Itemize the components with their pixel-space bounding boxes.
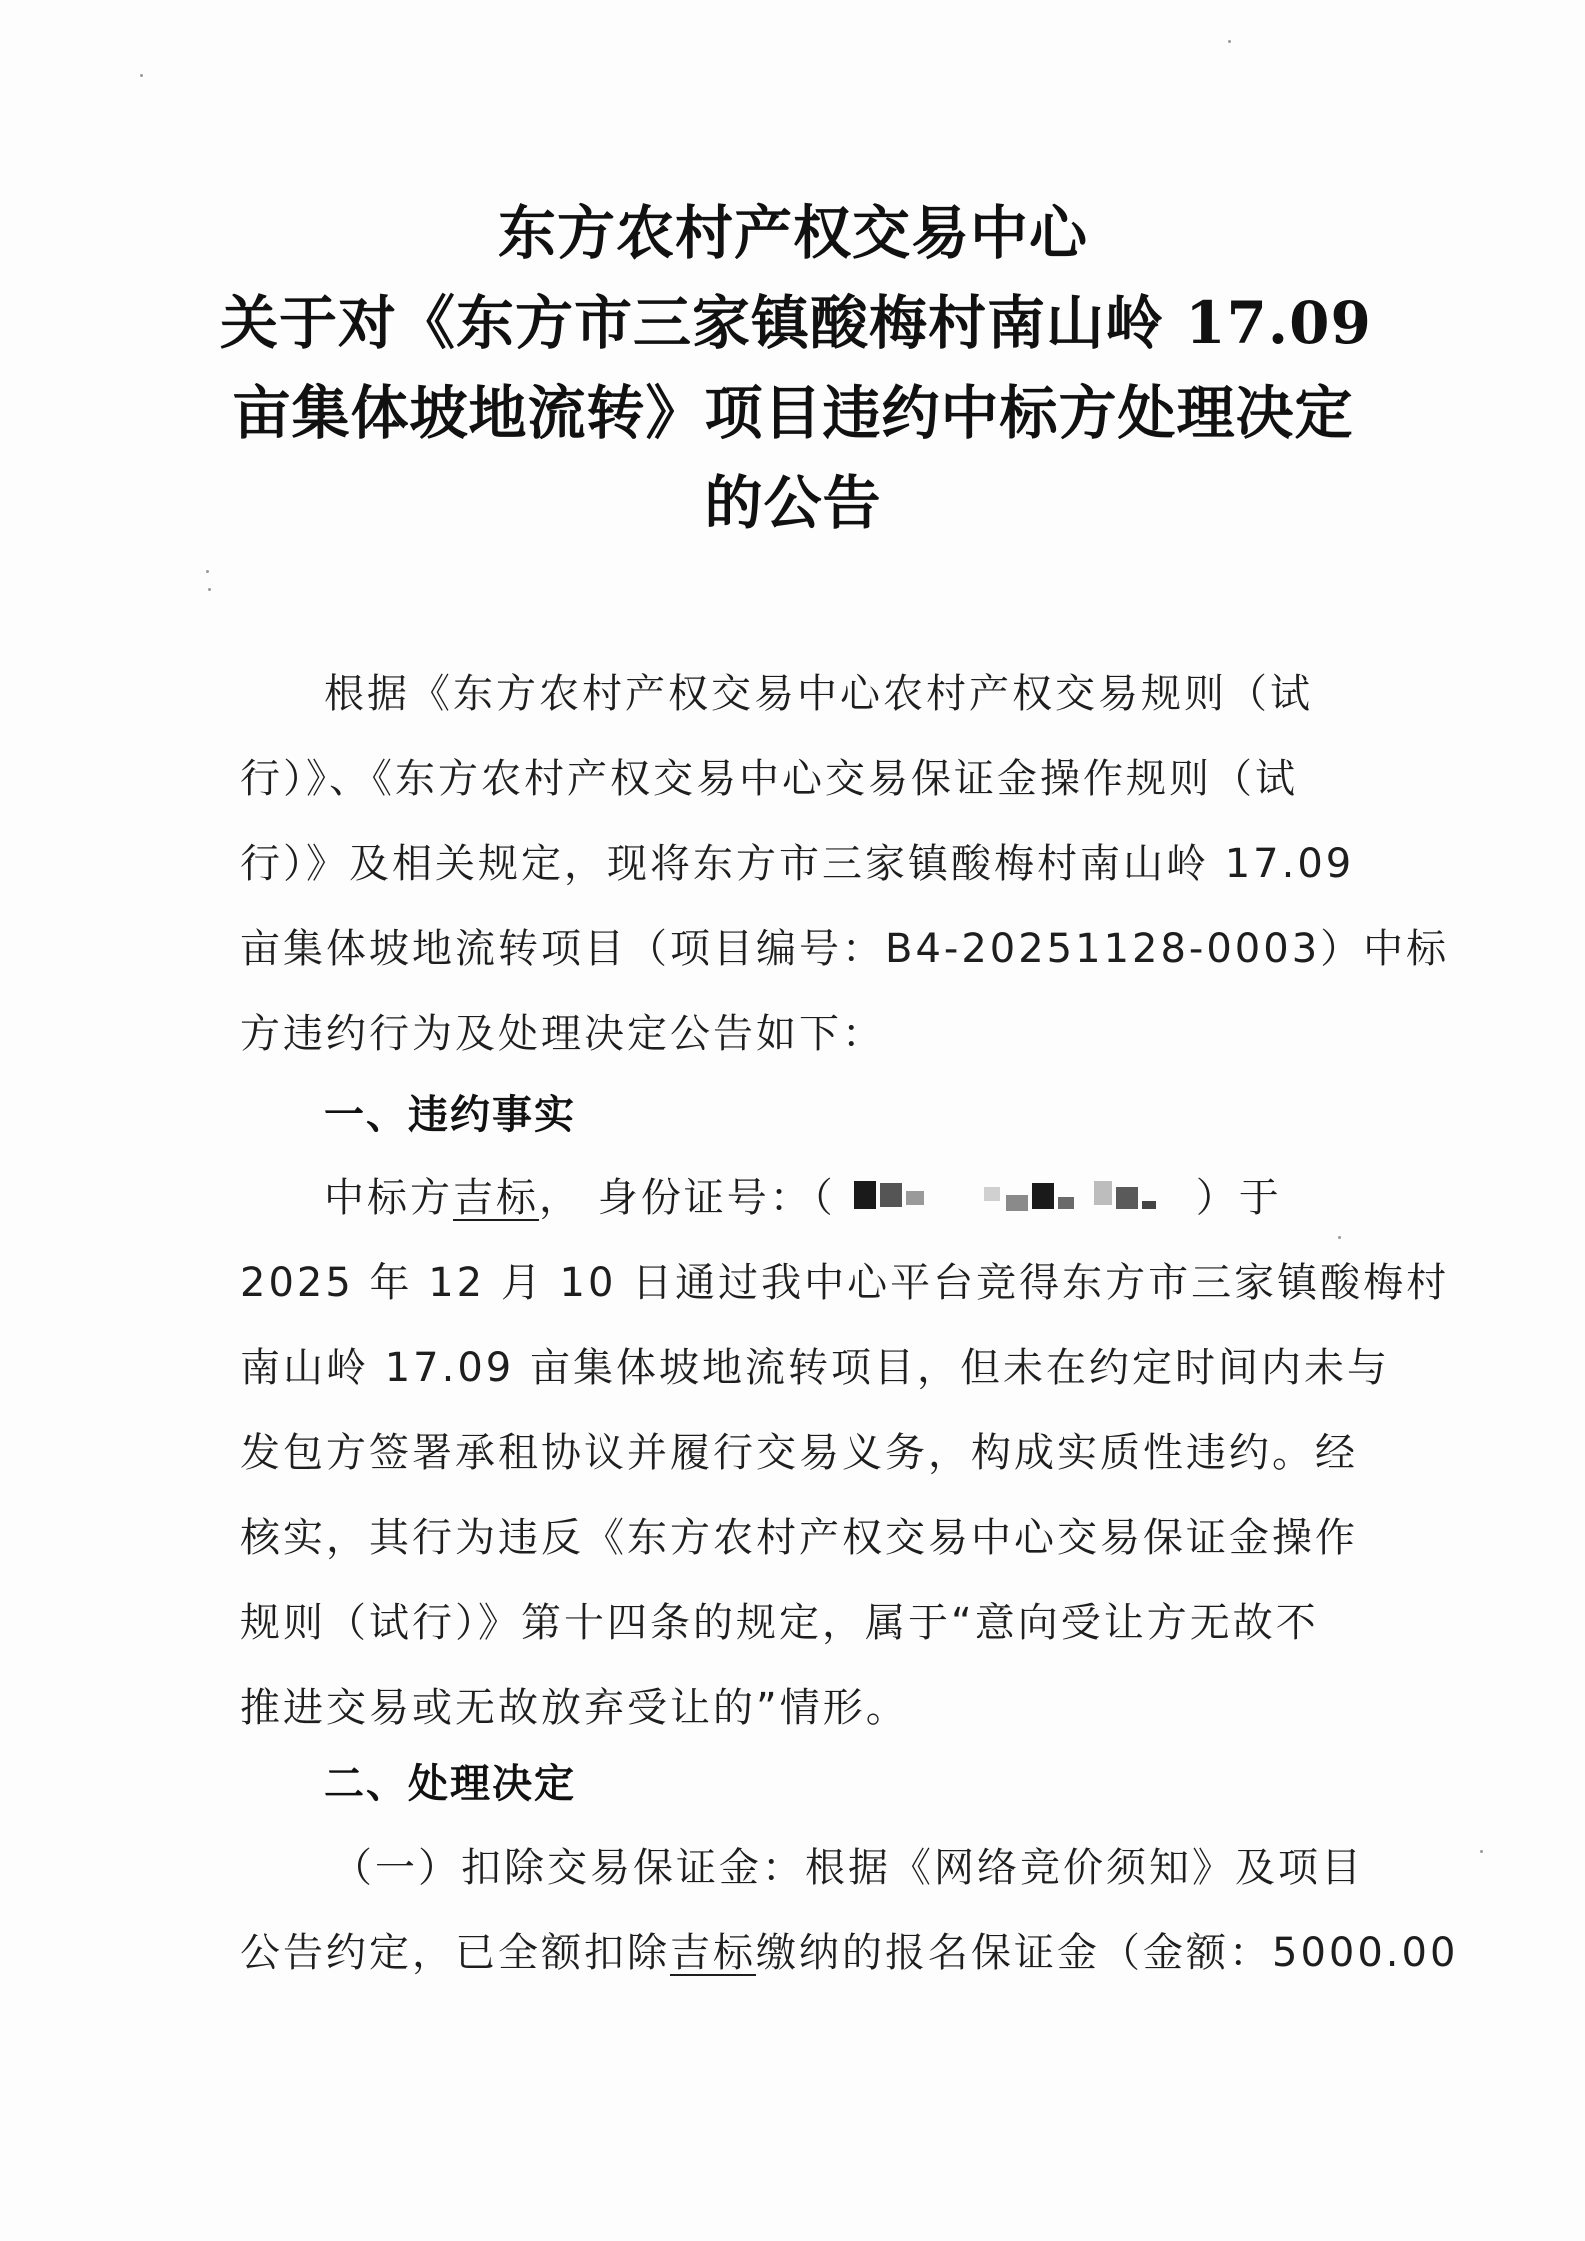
scan-speck [140, 74, 143, 77]
section-heading-violation-facts: 一、违约事实 [324, 1092, 576, 1138]
intro-line-4: 亩集体坡地流转项目（项目编号：B4-20251128-0003）中标 [240, 926, 1450, 972]
decision-item-1-line-2 [240, 1921, 1458, 1978]
announcement-body [240, 0, 1459, 2241]
decision-item-1-line-1: （一）扣除交易保证金：根据《网络竞价须知》及项目 [332, 1845, 1364, 1891]
scan-speck [206, 570, 209, 573]
scan-speck [1338, 1236, 1341, 1239]
winner-label: 中标方 [324, 1175, 453, 1221]
title-line-2: 关于对《东方市三家镇酸梅村南山岭 17.09 [220, 289, 1372, 357]
id-number-label: ， 身份证号：（ [539, 1175, 836, 1221]
section-heading-decision: 二、处理决定 [324, 1761, 576, 1807]
violation-line-7: 推进交易或无故放弃受让的”情形。 [240, 1685, 909, 1731]
intro-line-3: 行）》及相关规定，现将东方市三家镇酸梅村南山岭 17.09 [240, 841, 1355, 887]
violation-line-3: 南山岭 17.09 亩集体坡地流转项目，但未在约定时间内未与 [240, 1345, 1390, 1391]
title-line-4: 的公告 [704, 469, 882, 537]
decision-winner-name: 吉标 [670, 1930, 756, 1976]
intro-line-2: 行）》、《东方农村产权交易中心交易保证金操作规则（试 [240, 756, 1298, 802]
violation-line-6: 规则（试行）》第十四条的规定，属于“意向受让方无故不 [240, 1600, 1319, 1646]
title-line-1: 东方农村产权交易中心 [497, 199, 1088, 267]
violation-line-2: 2025 年 12 月 10 日通过我中心平台竞得东方市三家镇酸梅村 [240, 1260, 1450, 1306]
scan-speck [1228, 40, 1231, 43]
violation-line-5: 核实，其行为违反《东方农村产权交易中心交易保证金操作 [240, 1515, 1358, 1561]
winner-name: 吉标 [453, 1175, 539, 1221]
intro-line-5: 方违约行为及处理决定公告如下： [240, 1011, 885, 1057]
redacted-id-number [836, 1177, 1196, 1217]
intro-line-1: 根据《东方农村产权交易中心农村产权交易规则（试 [324, 671, 1313, 717]
scan-speck [1480, 1850, 1483, 1853]
decision-text-prefix: 公告约定，已全额扣除 [240, 1930, 670, 1976]
scan-speck [208, 588, 211, 591]
violation-line-4: 发包方签署承租协议并履行交易义务，构成实质性违约。经 [240, 1430, 1358, 1476]
decision-text-suffix: 缴纳的报名保证金（金额：5000.00 [756, 1930, 1459, 1976]
title-line-3: 亩集体坡地流转》项目违约中标方处理决定 [232, 379, 1354, 447]
id-number-close: ）于 [1195, 1175, 1282, 1221]
violation-line-1 [324, 1166, 1282, 1223]
